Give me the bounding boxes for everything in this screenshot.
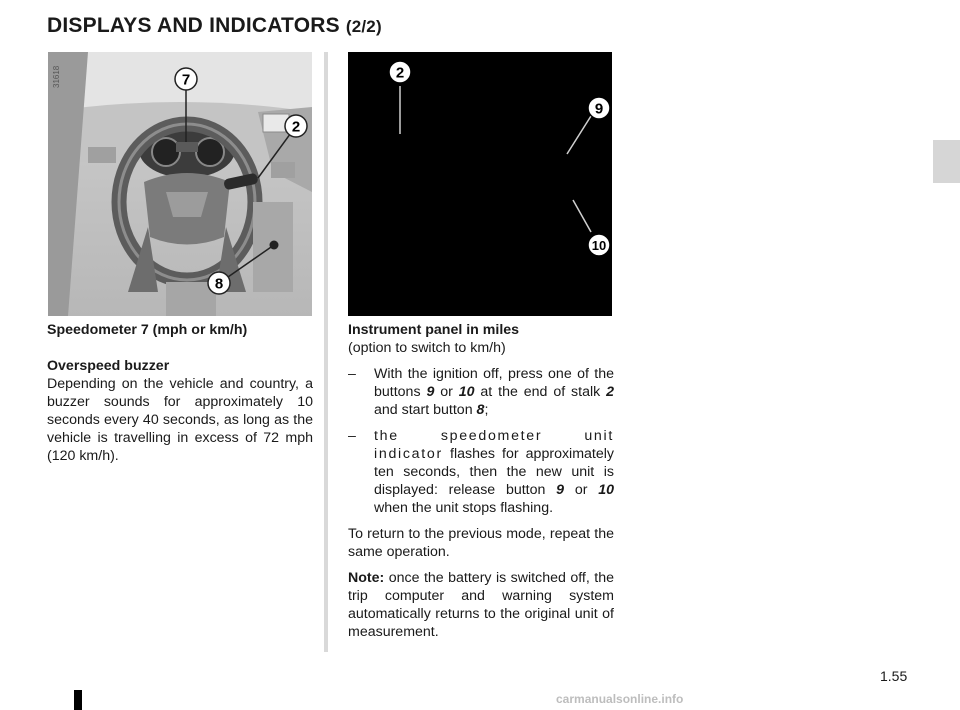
page-title	[47, 14, 382, 38]
list-item	[348, 427, 614, 517]
note-text: once the battery is switched off, the trip computer and warning system automatically returns to the original unit of measurement.	[348, 570, 614, 640]
section-tab	[933, 140, 960, 183]
dashboard-photo	[48, 52, 312, 316]
step-text: With the ignition off, press one of the buttons 9 or 10 at the end of stalk 2 and start button 8;	[374, 366, 614, 418]
step-text: the speedometer unit indicator flashes for approximately ten seconds, then the new unit is displayed: release button 9 or 10 when the unit stops flashing.	[374, 428, 614, 516]
return-text: To return to the previous mode, repeat the same operation.	[348, 526, 614, 560]
callout-8-label: 8	[214, 275, 224, 293]
callout-2-label: 2	[395, 64, 405, 82]
photo-code: 31618	[52, 65, 61, 88]
title-part: (2/2)	[345, 17, 382, 36]
crop-mark	[74, 690, 82, 710]
column-divider	[324, 52, 328, 652]
bullet-dash: –	[348, 366, 356, 382]
page-number: 1.55	[880, 668, 908, 684]
callout-2-label: 2	[291, 118, 301, 136]
list-item	[348, 365, 614, 419]
footer-watermark: carmanualsonline.info	[556, 692, 684, 706]
note-label: Note:	[348, 570, 385, 586]
callout-7-label: 7	[181, 71, 191, 89]
left-column	[47, 321, 313, 465]
right-column	[348, 321, 614, 641]
panel-heading: Instrument panel in miles	[348, 322, 520, 338]
note-paragraph	[348, 569, 614, 641]
speedometer-label: Speedometer 7 (mph or km/h)	[47, 322, 248, 338]
callout-9-label: 9	[594, 100, 604, 118]
title-text: DISPLAYS AND INDICATORS	[47, 14, 340, 37]
buzzer-text: Depending on the vehicle and country, a buzzer sounds for approximately 10 seconds every 40 seconds, as long as the vehicle is travelling in excess of 72 mph (120 km/h).	[47, 376, 313, 464]
buzzer-heading: Overspeed buzzer	[47, 358, 170, 374]
panel-subheading: (option to switch to km/h)	[348, 340, 506, 356]
bullet-dash: –	[348, 428, 356, 444]
instrument-panel-image	[348, 52, 612, 316]
callout-10-label: 10	[591, 238, 607, 253]
